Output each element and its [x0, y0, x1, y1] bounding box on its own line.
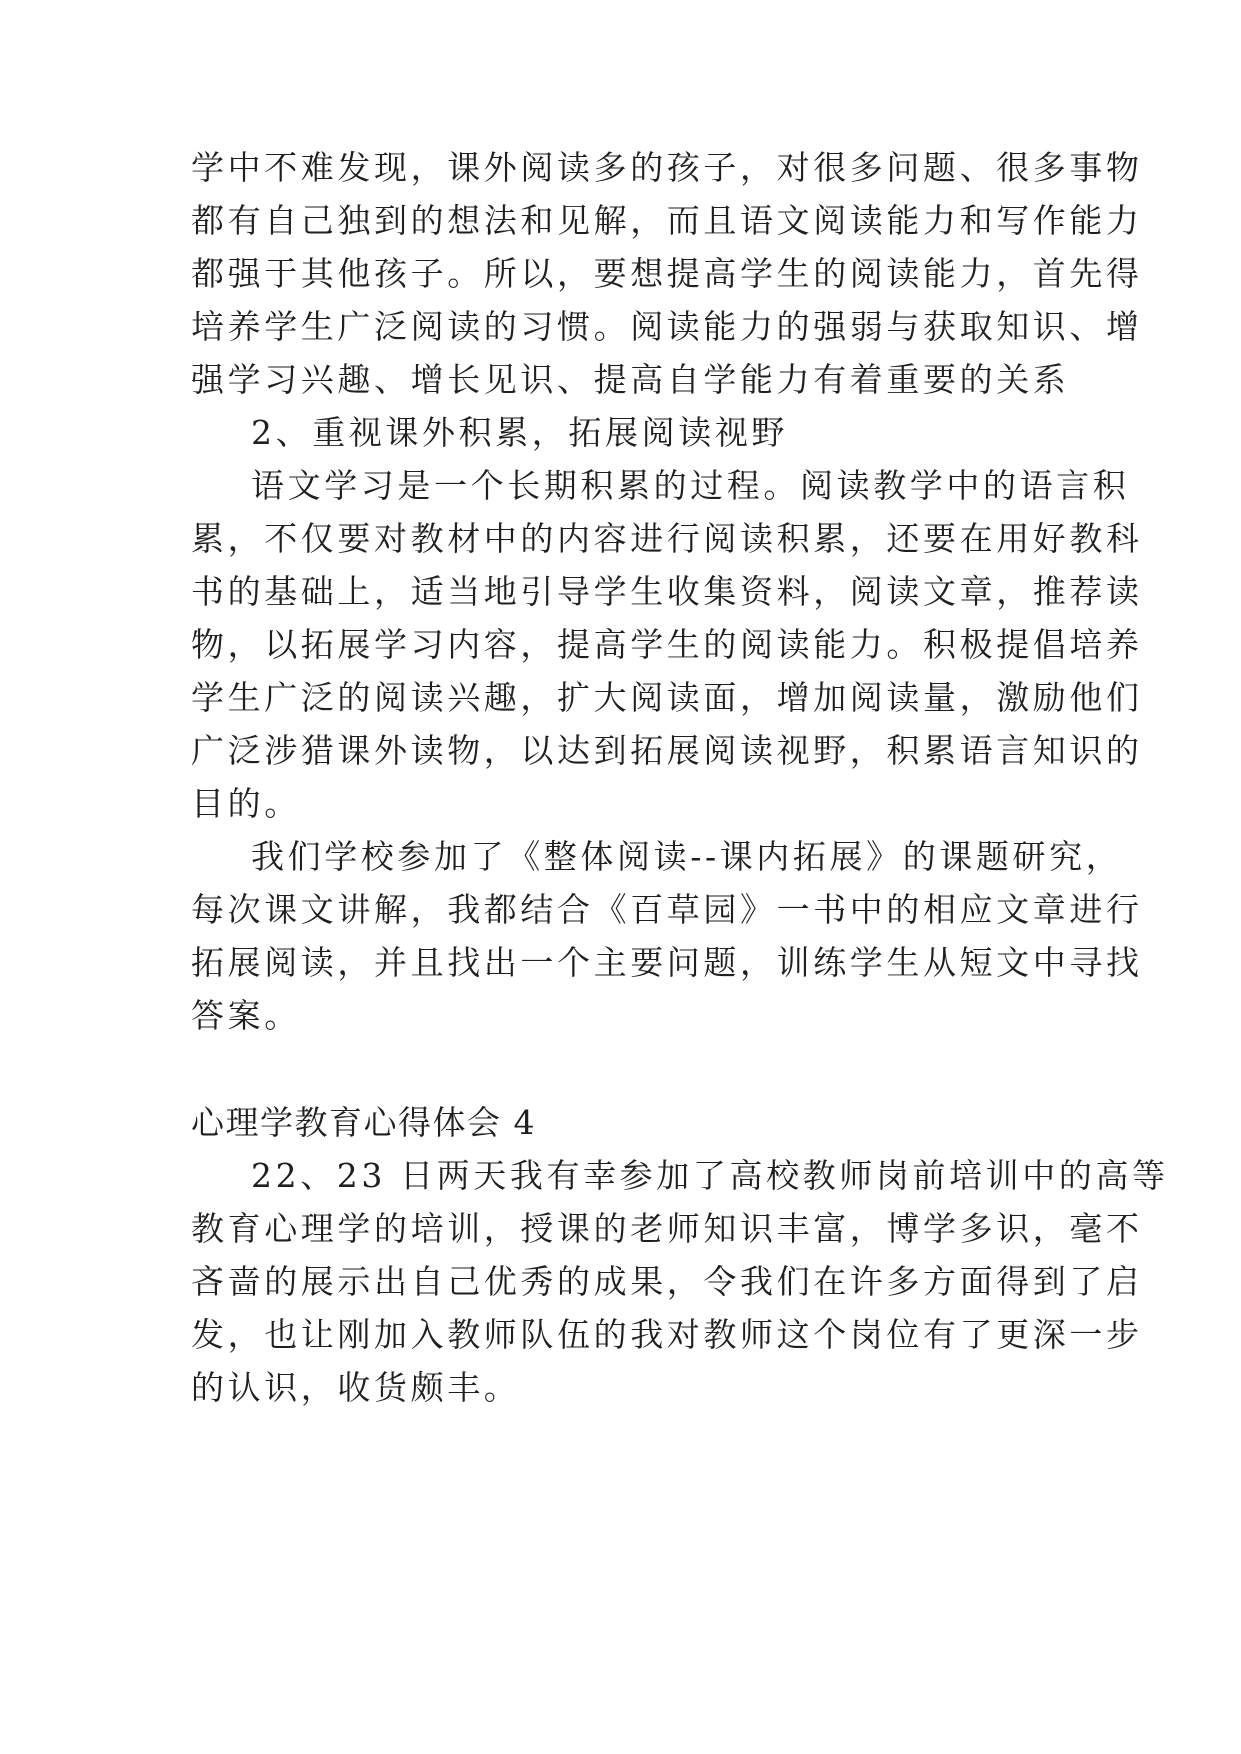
- paragraph-line: 累，不仅要对教材中的内容进行阅读积累，还要在用好教科: [191, 519, 1143, 558]
- paragraph-line: 物，以拓展学习内容，提高学生的阅读能力。积极提倡培养: [191, 625, 1143, 664]
- paragraph-line: 的认识，收货颇丰。: [191, 1368, 521, 1407]
- paragraph-line: 教育心理学的培训，授课的老师知识丰富，博学多识，毫不: [191, 1209, 1143, 1248]
- paragraph-line: 吝啬的展示出自己优秀的成果，令我们在许多方面得到了启: [191, 1262, 1143, 1301]
- paragraph-line: 答案。: [191, 996, 301, 1035]
- paragraph-line: 都有自己独到的想法和见解，而且语文阅读能力和写作能力: [191, 201, 1143, 240]
- subheading: 2、重视课外积累，拓展阅读视野: [251, 413, 788, 452]
- paragraph-line: 我们学校参加了《整体阅读--课内拓展》的课题研究，: [251, 837, 1123, 876]
- paragraph-line: 发，也让刚加入教师队伍的我对教师这个岗位有了更深一步: [191, 1315, 1143, 1354]
- paragraph-line: 学生广泛的阅读兴趣，扩大阅读面，增加阅读量，激励他们: [191, 678, 1143, 717]
- paragraph-line: 培养学生广泛阅读的习惯。阅读能力的强弱与获取知识、增: [191, 307, 1143, 346]
- paragraph-line: 每次课文讲解，我都结合《百草园》一书中的相应文章进行: [191, 890, 1143, 929]
- paragraph-line: 都强于其他孩子。所以，要想提高学生的阅读能力，首先得: [191, 254, 1143, 293]
- paragraph-line: 语文学习是一个长期积累的过程。阅读教学中的语言积: [251, 466, 1130, 505]
- paragraph-line: 目的。: [191, 784, 301, 823]
- paragraph-line: 强学习兴趣、增长见识、提高自学能力有着重要的关系: [191, 360, 1070, 399]
- section-title: 心理学教育心得体会 4: [191, 1103, 536, 1142]
- paragraph-line: 22、23 日两天我有幸参加了高校教师岗前培训中的高等: [251, 1156, 1169, 1195]
- paragraph-line: 书的基础上，适当地引导学生收集资料，阅读文章，推荐读: [191, 572, 1143, 611]
- paragraph-line: 广泛涉猎课外读物，以达到拓展阅读视野，积累语言知识的: [191, 731, 1143, 770]
- paragraph-line: 学中不难发现，课外阅读多的孩子，对很多问题、很多事物: [191, 148, 1143, 187]
- paragraph-line: 拓展阅读，并且找出一个主要问题，训练学生从短文中寻找: [191, 943, 1143, 982]
